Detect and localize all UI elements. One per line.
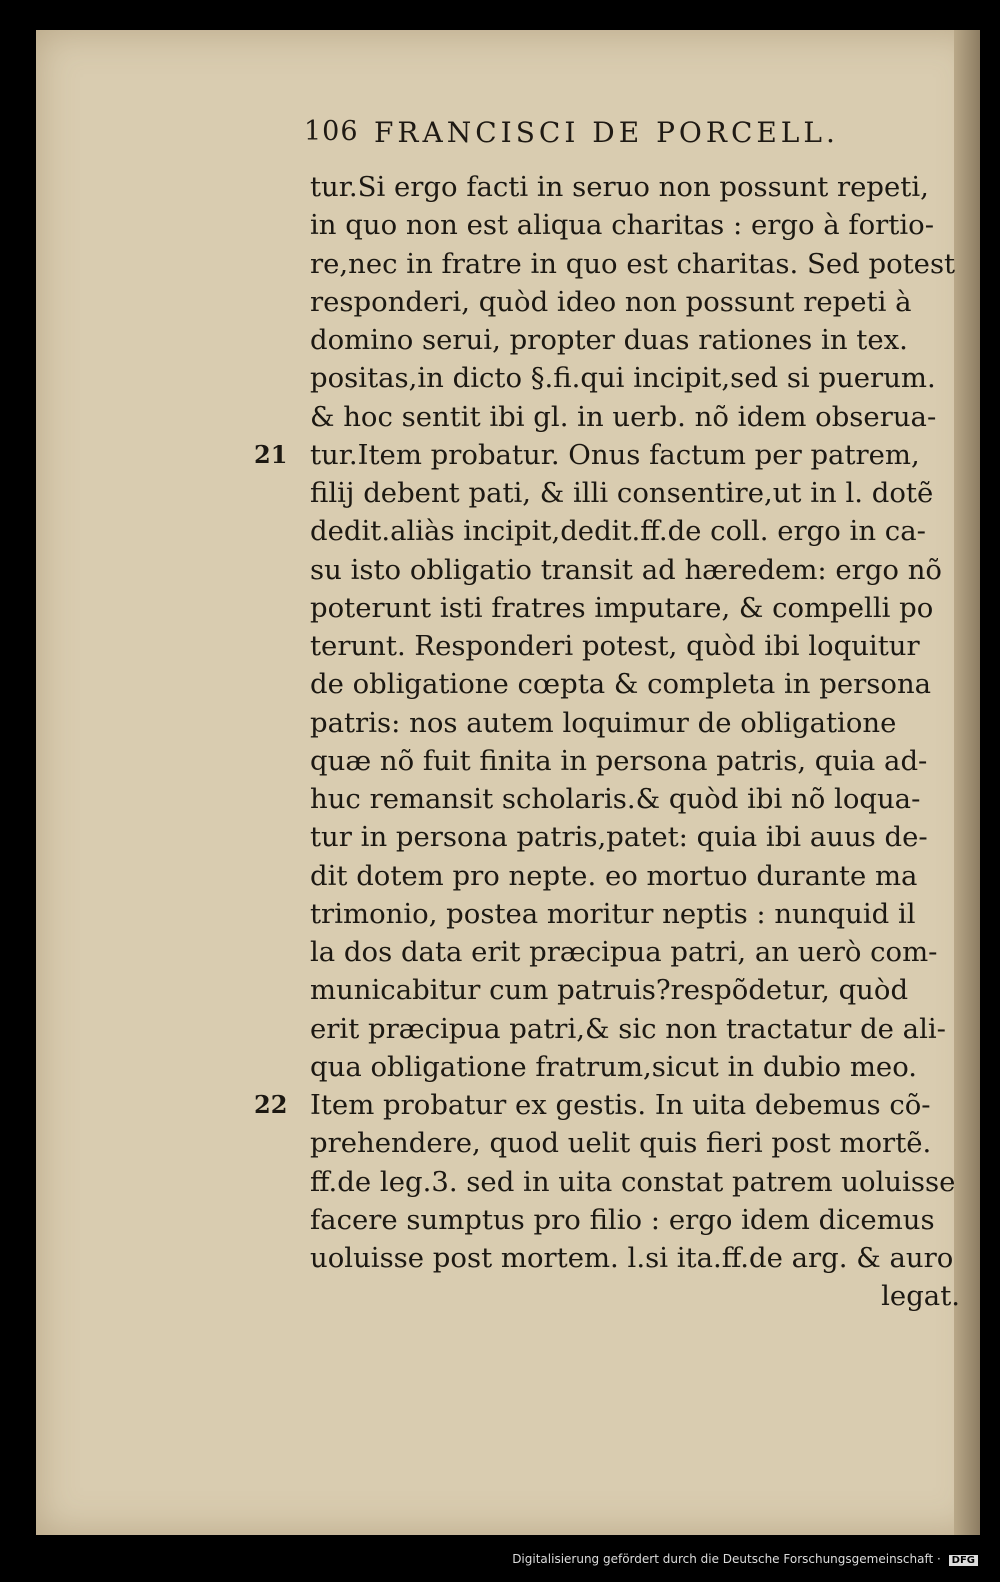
line-text: municabitur cum patruis?respõdetur, quòd xyxy=(310,974,909,1007)
text-line xyxy=(272,512,960,550)
text-line xyxy=(272,1163,960,1201)
line-text: huc remansit scholaris.& quòd ibi nõ loqua- xyxy=(310,783,921,815)
body-text xyxy=(254,168,960,1316)
text-line xyxy=(272,1010,960,1048)
running-head xyxy=(268,116,948,156)
text-line xyxy=(272,780,960,818)
text-line xyxy=(272,551,960,589)
line-text: tur.Item probatur. Onus factum per patrem, xyxy=(310,438,920,471)
line-text: qua obligatione fratrum,sicut in dubio meo. xyxy=(310,1050,918,1083)
text-line xyxy=(272,1201,960,1239)
text-line xyxy=(272,398,960,436)
line-text: Item probatur ex gestis. In uita debemus cõ- xyxy=(310,1089,931,1121)
book-page xyxy=(36,30,980,1535)
line-text: de obligatione cœpta & completa in persona xyxy=(310,668,932,701)
marginal-number: 21 xyxy=(254,439,288,469)
line-text: filij debent pati, & illi consentire,ut in l. dotẽ xyxy=(310,477,934,509)
line-text: facere sumptus pro filio : ergo idem dicemus xyxy=(310,1203,935,1236)
text-line xyxy=(272,245,960,283)
line-text: uoluisse post mortem. l.si ita.ff.de arg. & auro xyxy=(310,1242,954,1274)
text-line xyxy=(272,1277,960,1315)
text-line xyxy=(272,359,960,397)
credit-text: Digitalisierung gefördert durch die Deutsche Forschungsgemeinschaft · xyxy=(512,1552,941,1566)
text-line xyxy=(272,168,960,206)
line-text: poterunt isti fratres imputare, & compelli po xyxy=(310,591,934,624)
running-title: FRANCISCI DE PORCELL. xyxy=(374,116,839,149)
text-line xyxy=(272,627,960,665)
line-text: in quo non est aliqua charitas : ergo à fortio- xyxy=(310,209,934,242)
line-text: legat. xyxy=(881,1280,960,1313)
line-text: erit præcipua patri,& sic non tractatur de ali- xyxy=(310,1012,946,1045)
text-line xyxy=(254,436,960,474)
digitization-credit xyxy=(512,1552,978,1572)
line-text: la dos data erit præcipua patri, an uerò com- xyxy=(310,936,938,968)
line-text: positas,in dicto §.fi.qui incipit,sed si puerum. xyxy=(310,362,936,395)
text-line xyxy=(272,589,960,627)
text-line xyxy=(272,665,960,703)
marginal-number: 22 xyxy=(254,1090,288,1119)
text-line xyxy=(272,1239,960,1277)
text-line xyxy=(272,1048,960,1086)
line-text: domino serui, propter duas rationes in tex. xyxy=(310,324,908,356)
line-text: dit dotem pro nepte. eo mortuo durante ma xyxy=(310,859,918,892)
line-text: responderi, quòd ideo non possunt repeti à xyxy=(310,285,912,318)
line-text: dedit.aliàs incipit,dedit.ff.de coll. ergo in ca- xyxy=(310,515,926,548)
line-text: & hoc sentit ibi gl. in uerb. nõ idem obserua- xyxy=(310,400,937,433)
text-line xyxy=(272,1124,960,1162)
text-line xyxy=(272,283,960,321)
text-line xyxy=(272,704,960,742)
page-number: 106 xyxy=(304,116,359,147)
text-line xyxy=(272,933,960,971)
line-text: tur.Si ergo facti in seruo non possunt repeti, xyxy=(310,171,929,203)
text-line xyxy=(272,857,960,895)
text-line xyxy=(272,742,960,780)
text-line xyxy=(272,818,960,856)
line-text: quæ nõ fuit finita in persona patris, quia ad- xyxy=(310,744,928,777)
line-text: trimonio, postea moritur neptis : nunquid il xyxy=(310,897,916,930)
line-text: su isto obligatio transit ad hæredem: ergo nõ xyxy=(310,553,942,586)
line-text: ff.de leg.3. sed in uita constat patrem uoluisse xyxy=(310,1165,956,1198)
dfg-logo: DFG xyxy=(949,1555,978,1566)
text-line xyxy=(272,895,960,933)
line-text: terunt. Responderi potest, quòd ibi loquitur xyxy=(310,630,920,662)
text-line xyxy=(272,474,960,512)
line-text: patris: nos autem loquimur de obligatione xyxy=(310,706,897,739)
text-line xyxy=(254,1086,960,1124)
text-line xyxy=(272,971,960,1009)
line-text: tur in persona patris,patet: quia ibi auus de- xyxy=(310,821,928,854)
text-line xyxy=(272,321,960,359)
text-line xyxy=(272,206,960,244)
line-text: re,nec in fratre in quo est charitas. Sed potest xyxy=(310,247,956,280)
line-text: prehendere, quod uelit quis fieri post mortẽ. xyxy=(310,1127,932,1160)
